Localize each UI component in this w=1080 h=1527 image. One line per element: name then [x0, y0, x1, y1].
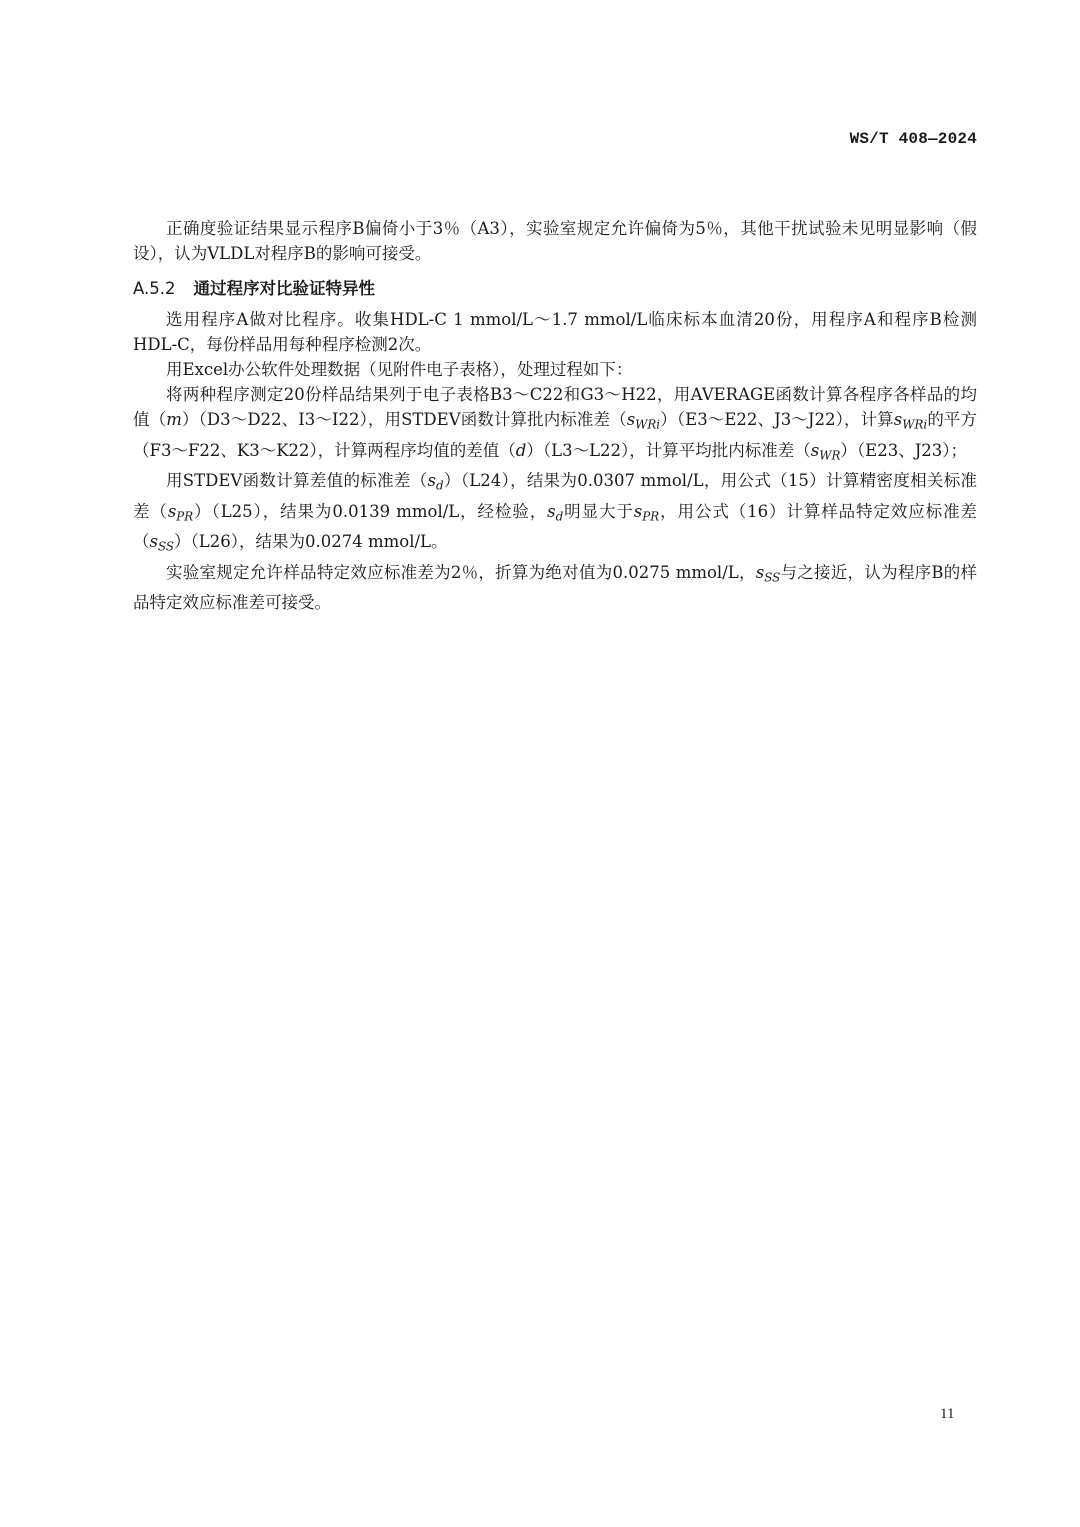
symbol-subscript: PR — [642, 509, 660, 524]
symbol-subscript: d — [555, 509, 564, 524]
symbol-subscript: WR — [819, 448, 841, 463]
text-run: ，用公式（16）计算样品特定效应标准差（ — [133, 501, 977, 552]
paragraph-excel-intro: 用Excel办公软件处理数据（见附件电子表格），处理过程如下： — [166, 360, 633, 379]
symbol-s-pr — [633, 501, 660, 524]
symbol-base: s — [149, 532, 158, 552]
paragraph-stdev-results — [133, 468, 977, 560]
text-run: ）（L3～L22），计算平均批内标准差（ — [526, 440, 811, 460]
symbol-subscript: d — [435, 478, 444, 493]
text-run: ）（L25），结果为0.0139 mmol/L，经检验， — [193, 501, 548, 521]
symbol-base: s — [547, 501, 556, 521]
symbol-subscript: WRi — [635, 417, 661, 432]
paragraph-calculation-steps — [133, 382, 977, 468]
text-run: 的平方（F3～F22、K3～K22），计算两程序均值的差值（ — [133, 410, 978, 460]
paragraph-trueness-result: 正确度验证结果显示程序B偏倚小于3％（A3），实验室规定允许偏倚为5％，其他干扰试验未见明显影响（假设），认为VLDL对程序B的影响可接受。 — [133, 219, 977, 263]
symbol-s-wr — [810, 440, 841, 463]
symbol-s-ss — [755, 562, 781, 585]
symbol-s-d — [427, 471, 444, 493]
symbol-base: s — [810, 440, 820, 460]
symbol-s-d — [547, 501, 564, 524]
symbol-subscript: SS — [157, 539, 175, 554]
symbol-subscript: PR — [176, 509, 194, 524]
symbol-base: s — [893, 410, 903, 429]
text-run: ）（E23、J23）； — [840, 440, 968, 460]
symbol-base: s — [167, 501, 177, 521]
document-body — [133, 216, 977, 615]
text-run: ）（L24），结果为0.0307 mmol/L，用公式（15）计算精密度相关标准差（ — [133, 471, 978, 521]
symbol-m: m — [166, 410, 182, 429]
section-number: A.5.2 — [133, 279, 176, 298]
text-run: 将两种程序测定20份样品结果列于电子表格B3～C22和G3～H22，用AVERAGE函数计算各程序各样品的均值（ — [133, 385, 977, 429]
symbol-base: s — [633, 501, 643, 521]
text-run: ）（D3～D22、I3～I22），用STDEV函数计算批内标准差（ — [181, 410, 627, 429]
text-run: 实验室规定允许样品特定效应标准差为2％，折算为绝对值为0.0275 mmol/L， — [166, 562, 756, 582]
symbol-s-ss — [149, 532, 175, 554]
symbol-base: s — [626, 410, 636, 429]
paragraph-conclusion — [133, 560, 977, 616]
text-run: 用STDEV函数计算差值的标准差（ — [166, 471, 428, 491]
paragraph-comparison-setup: 选用程序A做对比程序。收集HDL-C 1 mmol/L～1.7 mmol/L临床标本血清20份，用程序A和程序B检测HDL-C，每份样品用每种程序检测2次。 — [133, 310, 977, 354]
symbol-subscript: SS — [764, 570, 781, 585]
text-run: ）（L26），结果为0.0274 mmol/L。 — [174, 532, 448, 552]
section-heading — [133, 276, 977, 301]
symbol-s-pr — [167, 501, 194, 524]
symbol-s-wri — [626, 410, 661, 432]
section-title: 通过程序对比验证特异性 — [193, 279, 375, 298]
text-run: 与之接近，认为程序B的样品特定效应标准差可接受。 — [133, 562, 977, 613]
text-run: ）（E3～E22、J3～J22），计算 — [660, 410, 894, 429]
symbol-subscript: WRi — [902, 417, 928, 432]
symbol-d: d — [515, 440, 527, 460]
document-code-header: WS/T 408—2024 — [849, 130, 977, 148]
page-number: 11 — [940, 1406, 955, 1422]
symbol-base: s — [755, 562, 765, 582]
text-run: 明显大于 — [563, 501, 634, 521]
symbol-base: s — [427, 471, 436, 491]
symbol-s-wri — [893, 410, 928, 432]
